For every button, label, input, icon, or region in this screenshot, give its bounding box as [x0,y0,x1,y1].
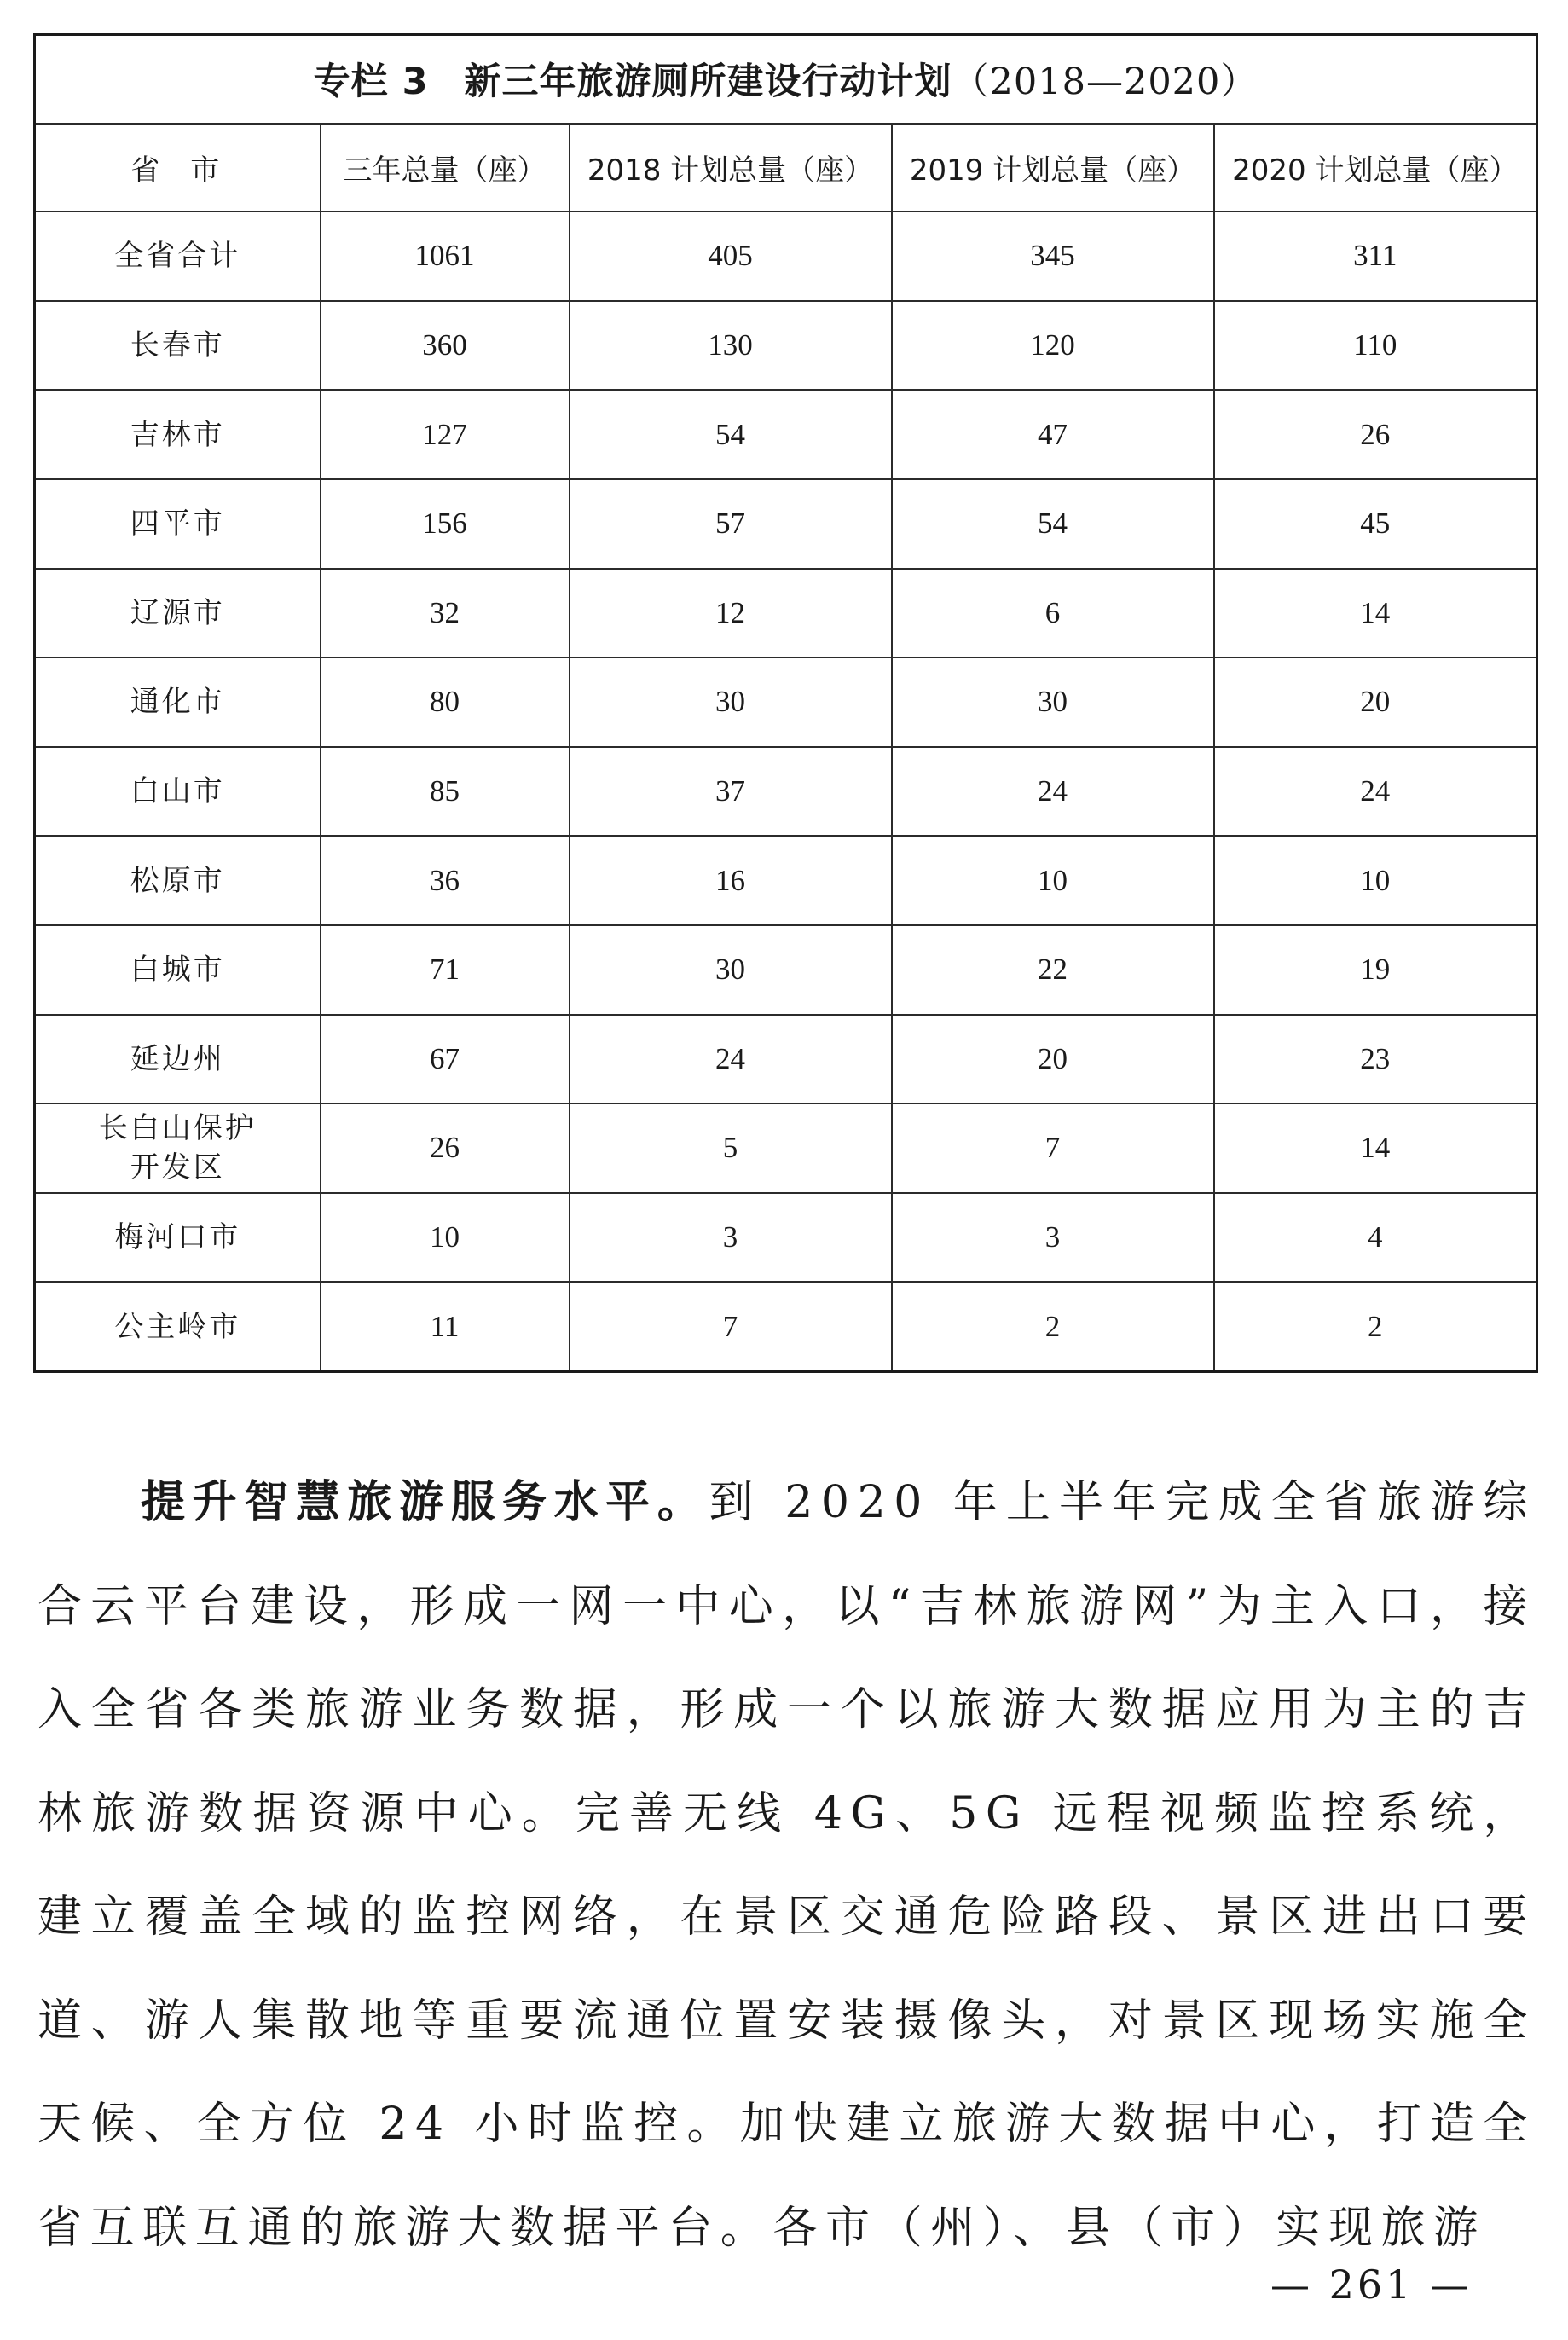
plan-2020-cell: 20 [1214,657,1537,747]
plan-2019-cell: 22 [892,925,1214,1015]
paragraph-lead: 提升智慧旅游服务水平。 [141,1477,709,1528]
three-year-total-cell: 10 [321,1193,570,1283]
three-year-total-cell: 67 [321,1015,570,1104]
plan-2018-cell: 5 [570,1103,892,1193]
city-name-cell: 松原市 [35,836,321,925]
three-year-total-cell: 36 [321,836,570,925]
three-year-total-cell: 11 [321,1282,570,1371]
plan-2019-cell: 20 [892,1015,1214,1104]
column-header: 省市 [35,124,321,212]
plan-2020-cell: 26 [1214,390,1537,479]
city-name-cell: 通化市 [35,657,321,747]
table-row [35,390,1537,479]
table-row [35,479,1537,569]
plan-2018-cell: 54 [570,390,892,479]
plan-2018-cell: 3 [570,1193,892,1283]
table-row [35,925,1537,1015]
table-row [35,569,1537,658]
table-row [35,1015,1537,1104]
plan-2020-cell: 24 [1214,747,1537,837]
plan-2018-cell: 30 [570,657,892,747]
plan-2018-cell: 24 [570,1015,892,1104]
column-header: 2019 计划总量（座） [892,124,1214,212]
plan-2018-cell: 7 [570,1282,892,1371]
table-row [35,747,1537,837]
three-year-total-cell: 26 [321,1103,570,1193]
plan-2019-cell: 10 [892,836,1214,925]
plan-2019-cell: 2 [892,1282,1214,1371]
table-title [35,35,1537,124]
table-row [35,657,1537,747]
city-name-cell: 白城市 [35,925,321,1015]
city-name-cell: 辽源市 [35,569,321,658]
table-row [35,1193,1537,1283]
table-row [35,301,1537,391]
plan-2019-cell: 30 [892,657,1214,747]
city-name-cell: 长春市 [35,301,321,391]
three-year-total-cell: 80 [321,657,570,747]
city-name-cell: 白山市 [35,747,321,837]
plan-2019-cell: 3 [892,1193,1214,1283]
plan-2020-cell: 19 [1214,925,1537,1015]
body-paragraph [38,1451,1536,2280]
table-title-main: 新三年旅游厕所建设行动计划 [464,61,952,104]
plan-2019-cell: 7 [892,1103,1214,1193]
three-year-total-cell: 127 [321,390,570,479]
city-name-cell: 全省合计 [35,211,321,301]
plan-2018-cell: 57 [570,479,892,569]
three-year-total-cell: 32 [321,569,570,658]
column-header: 2018 计划总量（座） [570,124,892,212]
plan-2018-cell: 405 [570,211,892,301]
table-title-years: （2018—2020） [952,61,1258,104]
plan-2018-cell: 37 [570,747,892,837]
plan-2019-cell: 24 [892,747,1214,837]
plan-2020-cell: 10 [1214,836,1537,925]
plan-2019-cell: 345 [892,211,1214,301]
plan-2020-cell: 14 [1214,1103,1537,1193]
table-header-row [35,124,1537,212]
plan-2020-cell: 14 [1214,569,1537,658]
paragraph-text: 到 2020 年上半年完成全省旅游综合云平台建设，形成一网一中心，以“吉林旅游网”为主入口，接入全省各类旅游业务数据，形成一个以旅游大数据应用为主的吉林旅游数据资源中心。完善无线 4G、5G 远程视频监控系统，建立覆盖全域的监控网络，在景区交通危险路段、景区进出口要道、游人集散地等重要流通位置安装摄像头，对景区现场实施全天候、全方位 24 小时监控。加快建立旅游大数据中心，打造全省互联互通的旅游大数据平台。各市（州）、县（市）实现旅游 [38,1477,1536,2254]
page-number: — 261 — [1270,2262,1473,2308]
three-year-total-cell: 71 [321,925,570,1015]
city-name-cell: 吉林市 [35,390,321,479]
three-year-total-cell: 85 [321,747,570,837]
table-row [35,836,1537,925]
plan-2020-cell: 45 [1214,479,1537,569]
table-body [35,211,1537,1371]
three-year-total-cell: 156 [321,479,570,569]
city-name-cell: 梅河口市 [35,1193,321,1283]
plan-2018-cell: 30 [570,925,892,1015]
plan-2019-cell: 120 [892,301,1214,391]
city-name-cell: 四平市 [35,479,321,569]
column-header: 三年总量（座） [321,124,570,212]
plan-2020-cell: 2 [1214,1282,1537,1371]
plan-2020-cell: 110 [1214,301,1537,391]
table-row [35,211,1537,301]
city-name-cell: 公主岭市 [35,1282,321,1371]
plan-2019-cell: 54 [892,479,1214,569]
toilet-plan-table [33,33,1538,1373]
plan-2018-cell: 12 [570,569,892,658]
plan-2019-cell: 6 [892,569,1214,658]
three-year-total-cell: 1061 [321,211,570,301]
plan-2020-cell: 23 [1214,1015,1537,1104]
plan-2020-cell: 4 [1214,1193,1537,1283]
table-row [35,1282,1537,1371]
column-header: 2020 计划总量（座） [1214,124,1537,212]
city-name-cell: 延边州 [35,1015,321,1104]
plan-2019-cell: 47 [892,390,1214,479]
plan-2018-cell: 16 [570,836,892,925]
table-title-label: 专栏 3 [313,61,429,104]
city-name-cell: 长白山保护 开发区 [35,1103,321,1193]
plan-2018-cell: 130 [570,301,892,391]
three-year-total-cell: 360 [321,301,570,391]
table-row [35,1103,1537,1193]
plan-2020-cell: 311 [1214,211,1537,301]
